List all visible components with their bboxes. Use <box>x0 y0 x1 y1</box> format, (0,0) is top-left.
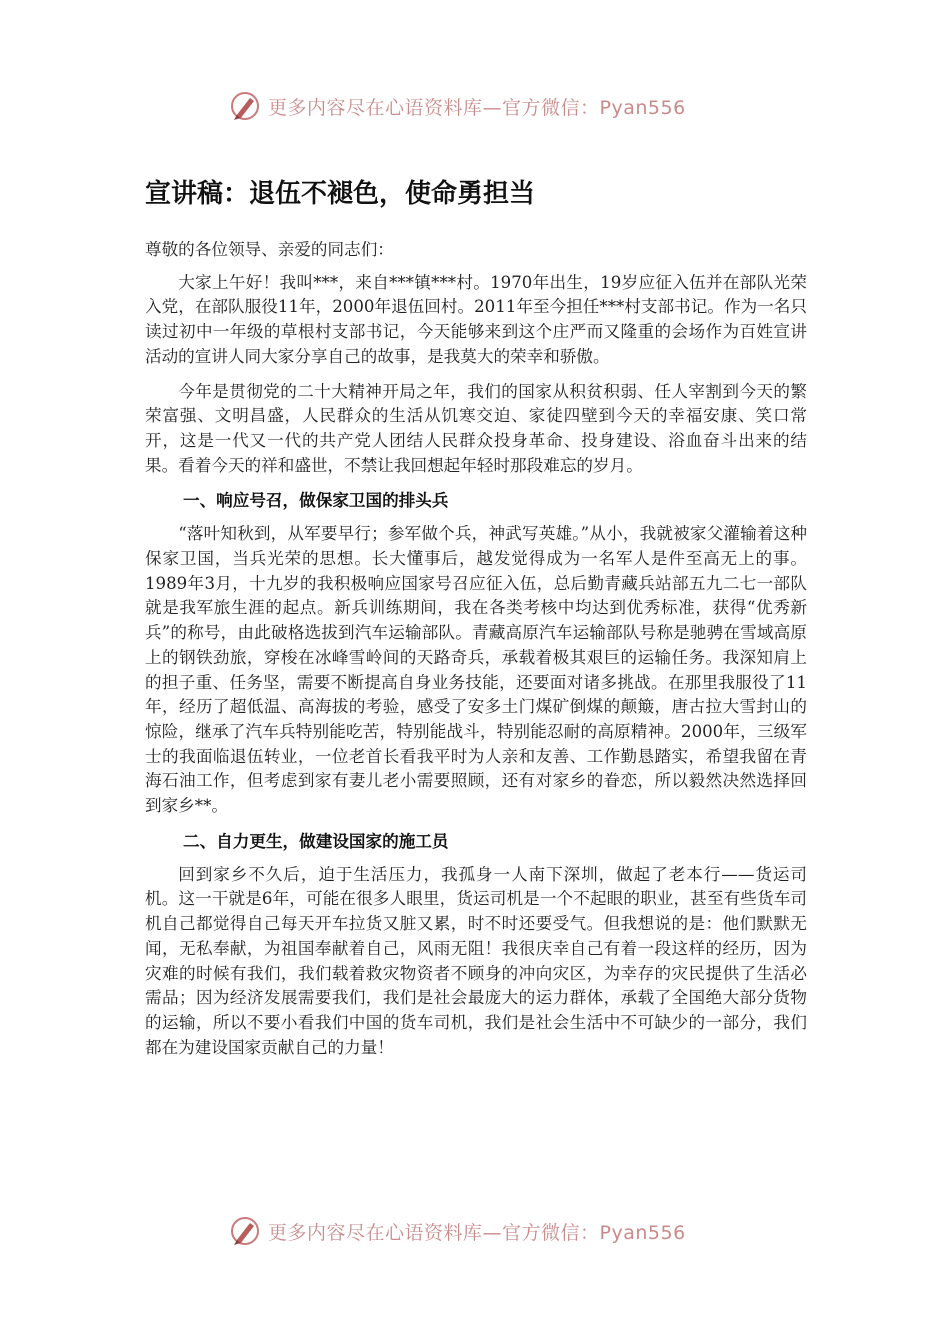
document-body <box>145 172 807 1070</box>
pen-logo-icon <box>228 89 262 123</box>
greeting: 尊敬的各位领导、亲爱的同志们： <box>145 240 394 259</box>
pen-logo-icon <box>228 1214 262 1248</box>
section-2-paragraph: 回到家乡不久后，迫于生活压力，我孤身一人南下深圳，做起了老本行——货运司机。这一干就是6年，可能在很多人眼里，货运司机是一个不起眼的职业，甚至有些货车司机自己都觉得自己每天开车拉货又脏又累，时不时还要受气。但我想说的是：他们默默无闻，无私奉献，为祖国奉献着自己，风雨无阻！我很庆幸自己有着一段这样的经历，因为灾难的时候有我们，我们载着救灾物资者不顾身的冲向灾区，为幸存的灾民提供了生活必需品；因为经济发展需要我们，我们是社会最庞大的运力群体，承载了全国绝大部分货物的运输，所以不要小看我们中国的货车司机，我们是社会生活中不可缺少的一部分，我们都在为建设国家贡献自己的力量！ <box>145 864 807 1057</box>
footer-banner <box>228 1211 728 1251</box>
section-2-heading: 二、自力更生，做建设国家的施工员 <box>183 831 449 851</box>
intro-paragraph-1: 大家上午好！我叫***，来自***镇***村。1970年出生，19岁应征入伍并在部队光荣入党，在部队服役11年，2000年退伍回村。2011年至今担任***村支部书记。作为一名只读过初中一年级的草根村支部书记，今天能够来到这个庄严而又隆重的会场作为百姓宣讲活动的宣讲人同大家分享自己的故事，是我莫大的荣幸和骄傲。 <box>145 272 807 366</box>
section-1-paragraph: “落叶知秋到，从军要早行；参军做个兵，神武写英雄。”从小，我就被家父灌输着这种保家卫国，当兵光荣的思想。长大懂事后，越发觉得成为一名军人是件至高无上的事。1989年3月，十九岁的我积极响应国家号召应征入伍，总后勤青藏兵站部五九二七一部队就是我军旅生涯的起点。新兵训练期间，我在各类考核中均达到优秀标准，获得“优秀新兵”的称号，由此破格选拔到汽车运输部队。青藏高原汽车运输部队号称是驰骋在雪域高原上的钢铁劲旅，穿梭在冰峰雪岭间的天路奇兵，承载着极其艰巨的运输任务。我深知肩上的担子重、任务坚，需要不断提高自身业务技能，还要面对诸多挑战。在那里我服役了11年，经历了超低温、高海拔的考验，感受了安多土门煤矿倒煤的颠簸，唐古拉大雪封山的惊险，继承了汽车兵特别能吃苦，特别能战斗，特别能忍耐的高原精神。2000年，三级军士的我面临退伍转业，一位老首长看我平时为人亲和友善、工作勤恳踏实，希望我留在青海石油工作，但考虑到家有妻儿老小需要照顾，还有对家乡的眷恋，所以毅然决然选择回到家乡**。 <box>145 524 807 816</box>
header-banner <box>228 86 728 126</box>
document-title: 宣讲稿：退伍不褪色，使命勇担当 <box>145 179 536 209</box>
header-banner-text: 更多内容尽在心语资料库—官方微信：Pyan556 <box>268 96 686 119</box>
intro-paragraph-2: 今年是贯彻党的二十大精神开局之年，我们的国家从积贫积弱、任人宰割到今天的繁荣富强、文明昌盛，人民群众的生活从饥寒交迫、家徒四壁到今天的幸福安康、笑口常开，这是一代又一代的共产党人团结人民群众投身革命、投身建设、浴血奋斗出来的结果。看着今天的祥和盛世，不禁让我回想起年轻时那段难忘的岁月。 <box>145 381 807 475</box>
footer-banner-text: 更多内容尽在心语资料库—官方微信：Pyan556 <box>268 1221 686 1244</box>
section-1-heading: 一、响应号召，做保家卫国的排头兵 <box>183 491 449 511</box>
